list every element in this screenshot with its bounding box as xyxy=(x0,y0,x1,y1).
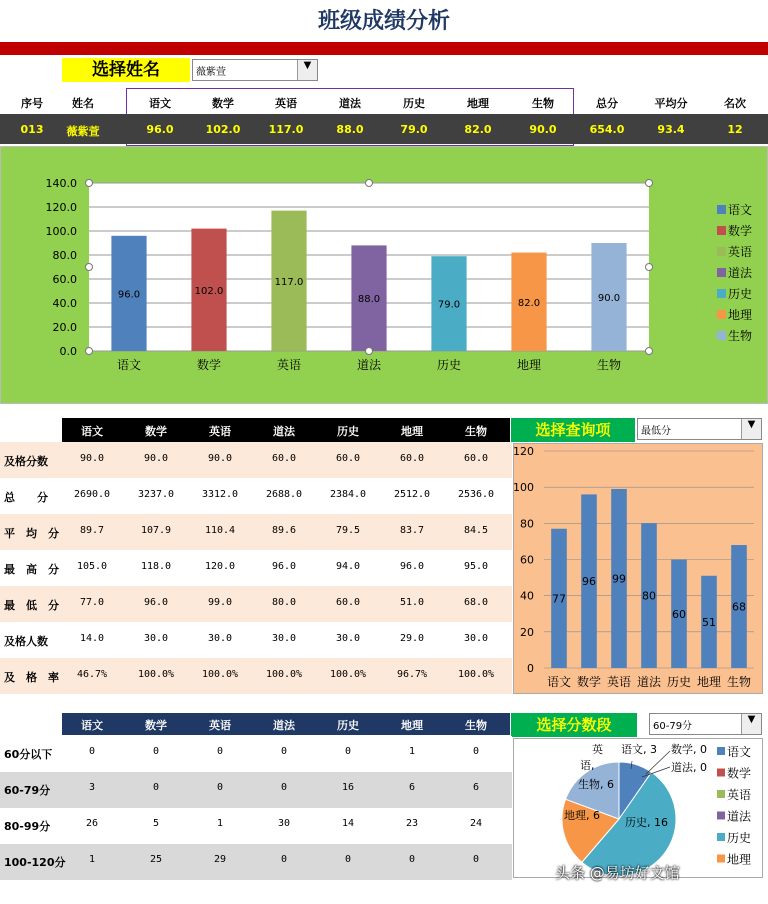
y-tick-label: 100.0 xyxy=(45,225,77,238)
chevron-down-icon[interactable]: ▼ xyxy=(741,419,761,439)
subject-header: 生物 xyxy=(465,719,487,732)
student-cell: 90.0 xyxy=(529,123,557,136)
subject-header: 生物 xyxy=(465,425,487,438)
x-tick-label: 道法 xyxy=(356,358,382,372)
table-cell: 90.0 xyxy=(143,453,169,464)
row-label: 最 高 分 xyxy=(4,563,59,576)
table-cell: 0 xyxy=(280,854,288,865)
chevron-down-icon[interactable]: ▼ xyxy=(741,714,761,734)
table-cell: 100.0% xyxy=(201,669,239,680)
table-cell: 0 xyxy=(216,746,224,757)
table-cell: 0 xyxy=(152,782,160,793)
y-tick-label: 80.0 xyxy=(52,249,77,262)
table-cell: 110.4 xyxy=(204,525,236,536)
table-cell: 0 xyxy=(280,782,288,793)
row-label: 100-120分 xyxy=(4,856,66,869)
legend-swatch xyxy=(717,812,725,820)
y-tick-label: 120 xyxy=(514,445,534,458)
column-header: 序号 xyxy=(21,97,43,110)
chevron-down-icon[interactable]: ▼ xyxy=(297,60,317,80)
legend-label: 语文 xyxy=(727,745,752,759)
stats-table-header xyxy=(62,418,510,442)
table-cell: 30.0 xyxy=(335,633,361,644)
subject-header: 数学 xyxy=(145,425,167,438)
table-cell: 29.0 xyxy=(399,633,425,644)
row-label: 60分以下 xyxy=(4,748,53,761)
column-header: 道法 xyxy=(339,97,361,110)
legend-label: 地理 xyxy=(728,308,753,322)
subject-header: 道法 xyxy=(273,719,295,732)
bar-value-label: 117.0 xyxy=(274,276,304,288)
legend-label: 数学 xyxy=(728,224,753,238)
table-cell: 90.0 xyxy=(79,453,105,464)
table-cell: 0 xyxy=(216,782,224,793)
table-cell: 120.0 xyxy=(204,561,236,572)
student-cell: 79.0 xyxy=(400,123,428,136)
pie-data-label: 语, xyxy=(580,759,595,772)
table-row xyxy=(0,478,512,514)
page-title: 班级成绩分析 xyxy=(317,9,450,34)
table-cell: 2688.0 xyxy=(265,489,303,500)
table-cell: 14.0 xyxy=(79,633,105,644)
row-label: 60-79分 xyxy=(4,784,51,797)
table-cell: 107.9 xyxy=(140,525,172,536)
legend-swatch xyxy=(717,247,726,256)
table-cell: 99.0 xyxy=(207,597,233,608)
table-row xyxy=(0,622,512,658)
table-cell: 100.0% xyxy=(329,669,367,680)
subject-header: 数学 xyxy=(145,719,167,732)
bar-value-label: 77 xyxy=(552,592,566,606)
subject-header: 历史 xyxy=(337,425,359,438)
x-tick-label: 生物 xyxy=(726,675,752,689)
table-cell: 46.7% xyxy=(76,669,108,680)
table-cell: 6 xyxy=(408,782,416,793)
table-cell: 1 xyxy=(216,818,224,829)
subject-header: 语文 xyxy=(81,719,103,732)
table-row xyxy=(0,808,512,844)
table-cell: 60.0 xyxy=(271,453,297,464)
legend-swatch xyxy=(717,226,726,235)
table-cell: 90.0 xyxy=(207,453,233,464)
bar-value-label: 82.0 xyxy=(517,297,541,309)
pie-data-label: 道法, 0 xyxy=(671,761,707,774)
table-cell: 105.0 xyxy=(76,561,108,572)
query-selector-label: 选择查询项 xyxy=(511,418,635,442)
student-cell: 薇紫萱 xyxy=(66,125,100,138)
table-row xyxy=(0,550,512,586)
table-cell: 60.0 xyxy=(463,453,489,464)
table-cell: 23 xyxy=(405,818,419,829)
table-cell: 0 xyxy=(408,854,416,865)
x-tick-label: 英语 xyxy=(276,358,302,372)
table-cell: 0 xyxy=(344,854,352,865)
table-cell: 77.0 xyxy=(79,597,105,608)
bar-value-label: 99 xyxy=(612,572,626,586)
x-tick-label: 历史 xyxy=(666,675,692,689)
bar-value-label: 68 xyxy=(732,600,746,614)
table-cell: 30.0 xyxy=(271,633,297,644)
student-cell: 654.0 xyxy=(589,123,625,136)
name-dropdown[interactable] xyxy=(192,59,318,81)
resize-handle[interactable] xyxy=(86,264,93,271)
query-chart-svg xyxy=(514,444,762,693)
legend-label: 语文 xyxy=(728,203,753,217)
table-cell: 26 xyxy=(85,818,99,829)
legend-label: 英语 xyxy=(727,788,752,802)
column-header: 姓名 xyxy=(72,97,94,110)
table-cell: 96.7% xyxy=(396,669,428,680)
table-row xyxy=(0,514,512,550)
bar-value-label: 102.0 xyxy=(194,285,224,297)
name-dropdown-value: 薇紫萱 xyxy=(196,67,226,78)
range-pie-chart-svg xyxy=(514,739,762,877)
legend-label: 道法 xyxy=(727,809,752,824)
table-cell: 30 xyxy=(277,818,291,829)
row-label: 及格人数 xyxy=(4,635,48,648)
query-dropdown-value: 最低分 xyxy=(641,426,671,437)
table-cell: 118.0 xyxy=(140,561,172,572)
table-cell: 2690.0 xyxy=(73,489,111,500)
table-cell: 14 xyxy=(341,818,355,829)
table-cell: 0 xyxy=(88,746,96,757)
table-cell: 83.7 xyxy=(399,525,425,536)
subject-header: 英语 xyxy=(209,719,231,732)
x-tick-label: 语文 xyxy=(546,675,572,689)
bar-value-label: 96.0 xyxy=(117,289,141,301)
row-label: 总 分 xyxy=(4,491,48,504)
bar-value-label: 88.0 xyxy=(357,294,381,306)
subject-header: 地理 xyxy=(401,719,423,732)
x-tick-label: 语文 xyxy=(116,358,142,372)
table-cell: 79.5 xyxy=(335,525,361,536)
student-score-chart[interactable] xyxy=(0,146,768,404)
legend-swatch xyxy=(717,331,726,340)
table-row xyxy=(0,844,512,880)
table-cell: 30.0 xyxy=(463,633,489,644)
resize-handle[interactable] xyxy=(646,348,653,355)
legend-label: 历史 xyxy=(727,831,752,845)
table-cell: 80.0 xyxy=(271,597,297,608)
table-cell: 3 xyxy=(88,782,96,793)
legend-swatch xyxy=(717,268,726,277)
table-cell: 100.0% xyxy=(457,669,495,680)
x-tick-label: 数学 xyxy=(576,675,602,689)
table-cell: 96.0 xyxy=(143,597,169,608)
table-cell: 30.0 xyxy=(143,633,169,644)
legend-label: 英语 xyxy=(728,245,753,259)
y-tick-label: 40.0 xyxy=(52,297,77,310)
subject-header: 道法 xyxy=(273,425,295,438)
table-cell: 2536.0 xyxy=(457,489,495,500)
subject-header: 历史 xyxy=(337,719,359,732)
row-label: 80-99分 xyxy=(4,820,51,833)
legend-label: 历史 xyxy=(728,287,753,301)
column-header: 平均分 xyxy=(654,97,688,110)
pie-data-label: 历史, 16 xyxy=(625,816,668,829)
range-dropdown-value: 60-79分 xyxy=(653,721,693,732)
pie-data-label: 地理, 6 xyxy=(564,809,600,822)
table-cell: 29 xyxy=(213,854,227,865)
table-cell: 25 xyxy=(149,854,163,865)
bar-value-label: 80 xyxy=(642,589,656,603)
table-cell: 60.0 xyxy=(399,453,425,464)
y-tick-label: 60.0 xyxy=(52,273,77,286)
table-cell: 94.0 xyxy=(335,561,361,572)
y-tick-label: 120.0 xyxy=(45,201,77,214)
column-header: 总分 xyxy=(596,97,618,110)
student-cell: 88.0 xyxy=(336,123,364,136)
table-cell: 95.0 xyxy=(463,561,489,572)
bar-value-label: 79.0 xyxy=(437,299,461,311)
range-selector-label: 选择分数段 xyxy=(511,713,637,737)
bar-value-label: 96 xyxy=(582,575,596,589)
resize-handle[interactable] xyxy=(86,348,93,355)
bar-value-label: 90.0 xyxy=(597,293,621,304)
y-tick-label: 20 xyxy=(520,625,534,639)
column-header: 地理 xyxy=(467,97,489,110)
query-dropdown[interactable] xyxy=(637,418,762,440)
student-score-chart-svg xyxy=(1,147,767,403)
legend-swatch xyxy=(717,310,726,319)
table-cell: 0 xyxy=(344,746,352,757)
bar-value-label: 51 xyxy=(702,615,716,629)
pie-data-label: 英 xyxy=(592,743,603,756)
legend-label: 生物 xyxy=(728,329,753,343)
row-label: 及格分数 xyxy=(4,455,48,468)
legend-swatch xyxy=(717,205,726,214)
table-cell: 68.0 xyxy=(463,597,489,608)
table-cell: 16 xyxy=(341,782,355,793)
resize-handle[interactable] xyxy=(366,348,373,355)
y-tick-label: 20.0 xyxy=(52,321,77,334)
y-tick-label: 40 xyxy=(520,589,534,603)
range-dropdown[interactable] xyxy=(649,713,762,735)
query-chart[interactable] xyxy=(513,443,763,694)
table-cell: 1 xyxy=(88,854,96,865)
column-header: 语文 xyxy=(149,97,171,110)
subject-header: 语文 xyxy=(81,425,103,438)
table-row xyxy=(0,772,512,808)
table-cell: 96.0 xyxy=(399,561,425,572)
table-cell: 2384.0 xyxy=(329,489,367,500)
y-tick-label: 0 xyxy=(527,662,534,675)
table-cell: 89.7 xyxy=(79,525,105,536)
range-table-header xyxy=(62,713,510,735)
bar-value-label: 60 xyxy=(672,607,686,621)
table-cell: 6 xyxy=(472,782,480,793)
x-tick-label: 道法 xyxy=(636,675,662,689)
pie-data-label: 语文, 3 xyxy=(621,743,657,756)
table-cell: 0 xyxy=(472,746,480,757)
resize-handle[interactable] xyxy=(366,180,373,187)
x-tick-label: 数学 xyxy=(196,358,222,372)
title-divider xyxy=(0,42,768,55)
table-cell: 0 xyxy=(280,746,288,757)
table-cell: 5 xyxy=(152,818,160,829)
legend-label: 道法 xyxy=(728,266,753,280)
table-cell: 0 xyxy=(472,854,480,865)
subject-header: 英语 xyxy=(209,425,231,438)
y-tick-label: 80 xyxy=(520,517,534,531)
table-cell: 60.0 xyxy=(335,597,361,608)
legend-swatch xyxy=(717,747,725,755)
student-cell: 013 xyxy=(20,123,44,136)
y-tick-label: 60 xyxy=(520,553,534,567)
name-selector-label: 选择姓名 xyxy=(62,58,190,82)
legend-swatch xyxy=(717,289,726,298)
table-cell: 96.0 xyxy=(271,561,297,572)
legend-label: 数学 xyxy=(727,766,752,781)
table-cell: 24 xyxy=(469,818,483,829)
column-header: 英语 xyxy=(275,97,297,110)
row-label: 及 格 率 xyxy=(4,671,59,684)
table-cell: 1 xyxy=(408,746,416,757)
resize-handle[interactable] xyxy=(646,180,653,187)
y-tick-label: 0.0 xyxy=(59,345,77,358)
legend-swatch xyxy=(717,833,725,841)
table-cell: 3237.0 xyxy=(137,489,175,500)
table-row xyxy=(0,736,512,772)
table-cell: 3312.0 xyxy=(201,489,239,500)
table-cell: 60.0 xyxy=(335,453,361,464)
student-data-row xyxy=(0,114,768,144)
student-cell: 12 xyxy=(727,123,743,136)
row-label: 平 均 分 xyxy=(4,527,59,540)
pie-data-label: 生物, 6 xyxy=(578,778,614,791)
student-cell: 96.0 xyxy=(146,123,174,136)
student-cell: 117.0 xyxy=(268,123,304,136)
table-row xyxy=(0,442,512,478)
table-row xyxy=(0,658,512,694)
student-cell: 93.4 xyxy=(657,123,685,136)
column-header: 名次 xyxy=(724,97,746,110)
legend-swatch xyxy=(717,769,725,777)
table-cell: 2512.0 xyxy=(393,489,431,500)
column-header: 生物 xyxy=(532,97,554,110)
table-cell: 100.0% xyxy=(265,669,303,680)
x-tick-label: 地理 xyxy=(516,358,542,372)
table-cell: 51.0 xyxy=(399,597,425,608)
resize-handle[interactable] xyxy=(86,180,93,187)
legend-label: 地理 xyxy=(727,852,752,867)
watermark: 头条 @易坊好文馆 xyxy=(555,864,680,882)
table-cell: 0 xyxy=(152,746,160,757)
column-header: 历史 xyxy=(403,97,425,110)
student-cell: 102.0 xyxy=(205,123,241,136)
subject-header: 地理 xyxy=(401,425,423,438)
x-tick-label: 生物 xyxy=(596,358,622,372)
table-cell: 100.0% xyxy=(137,669,175,680)
x-tick-label: 历史 xyxy=(436,358,462,372)
student-cell: 82.0 xyxy=(464,123,492,136)
table-cell: 84.5 xyxy=(463,525,489,536)
table-cell: 89.6 xyxy=(271,525,297,536)
legend-swatch xyxy=(717,855,725,863)
range-pie-chart[interactable] xyxy=(513,738,763,878)
x-tick-label: 地理 xyxy=(696,675,722,689)
y-tick-label: 140.0 xyxy=(45,177,77,190)
resize-handle[interactable] xyxy=(646,264,653,271)
x-tick-label: 英语 xyxy=(606,675,632,689)
column-header: 数学 xyxy=(212,97,234,110)
y-tick-label: 100 xyxy=(514,481,534,495)
row-label: 最 低 分 xyxy=(4,599,59,612)
pie-data-label: 数学, 0 xyxy=(671,743,707,756)
legend-swatch xyxy=(717,790,725,798)
table-cell: 30.0 xyxy=(207,633,233,644)
table-row xyxy=(0,586,512,622)
